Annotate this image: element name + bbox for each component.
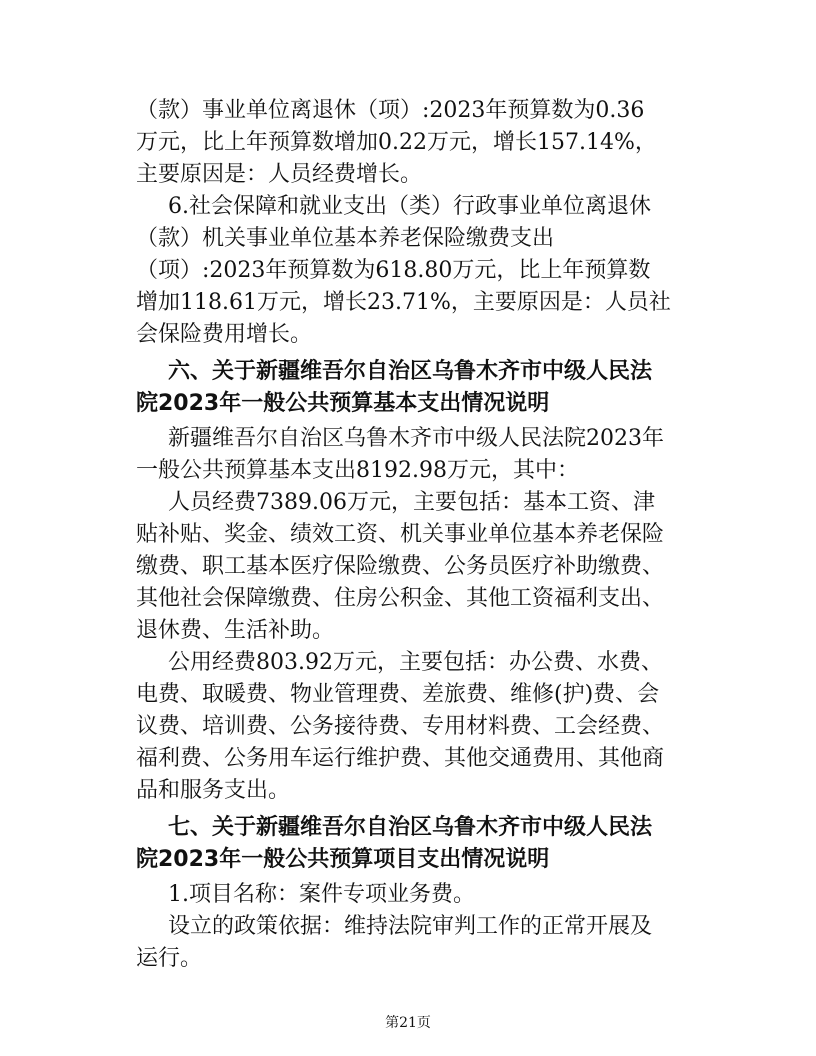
- body-text-line: 品和服务支出。: [136, 778, 291, 803]
- body-text-line: 退休费、生活补助。: [136, 618, 335, 643]
- body-text-line: 增加118.61万元，增长23.71%，主要原因是：人员社: [136, 290, 671, 315]
- section-heading-seven-cont: 院2023年一般公共预算项目支出情况说明: [136, 847, 550, 872]
- section-heading-six: 六、关于新疆维吾尔自治区乌鲁木齐市中级人民法: [168, 359, 653, 384]
- body-text-line: 一般公共预算基本支出8192.98万元，其中：: [136, 458, 579, 483]
- body-text-line: 新疆维吾尔自治区乌鲁木齐市中级人民法院2023年: [168, 426, 664, 451]
- page-number: 第21页: [385, 1015, 431, 1031]
- body-text-line: 缴费、职工基本医疗保险缴费、公务员医疗补助缴费、: [136, 554, 665, 579]
- body-text-line: 会保险费用增长。: [136, 322, 313, 347]
- body-text-line: 1.项目名称：案件专项业务费。: [168, 882, 475, 907]
- body-text-line: 主要原因是：人员经费增长。: [136, 162, 423, 187]
- body-text-line: （款）事业单位离退休（项）:2023年预算数为0.36: [136, 98, 645, 123]
- body-text-line: 议费、培训费、公务接待费、专用材料费、工会经费、: [136, 714, 665, 739]
- body-text-line: 设立的政策依据：维持法院审判工作的正常开展及: [168, 914, 653, 939]
- body-text-line: （款）机关事业单位基本养老保险缴费支出: [136, 226, 555, 251]
- section-heading-seven: 七、关于新疆维吾尔自治区乌鲁木齐市中级人民法: [168, 815, 653, 840]
- body-text-line: 公用经费803.92万元，主要包括：办公费、水费、: [168, 650, 663, 675]
- body-text-line: 运行。: [136, 946, 203, 971]
- body-text-line: （项）:2023年预算数为618.80万元，比上年预算数: [136, 258, 651, 283]
- body-text-line: 万元，比上年预算数增加0.22万元，增长157.14%，: [136, 130, 657, 155]
- body-text-line: 电费、取暖费、物业管理费、差旅费、维修(护)费、会: [136, 682, 660, 707]
- body-text-line: 6.社会保障和就业支出（类）行政事业单位离退休: [168, 194, 651, 219]
- body-text-line: 人员经费7389.06万元，主要包括：基本工资、津: [168, 490, 655, 515]
- body-text-line: 贴补贴、奖金、绩效工资、机关事业单位基本养老保险: [136, 522, 665, 547]
- section-heading-six-cont: 院2023年一般公共预算基本支出情况说明: [136, 391, 550, 416]
- body-text-line: 福利费、公务用车运行维护费、其他交通费用、其他商: [136, 746, 665, 771]
- body-text-line: 其他社会保障缴费、住房公积金、其他工资福利支出、: [136, 586, 665, 611]
